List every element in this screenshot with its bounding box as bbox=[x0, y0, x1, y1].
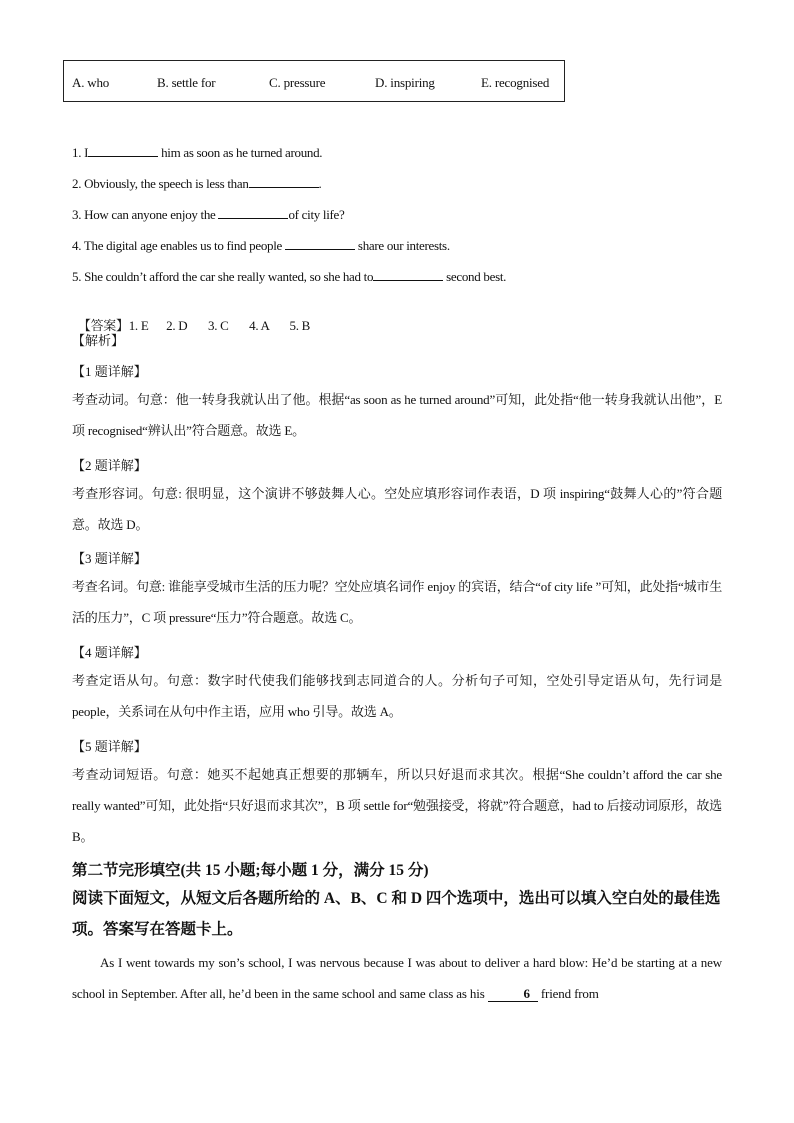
word-option-a: A. who bbox=[72, 75, 110, 90]
section-2-title: 第二节完形填空(共 15 小题;每小题 1 分，满分 15 分) bbox=[72, 862, 429, 879]
answer-blank bbox=[373, 268, 443, 281]
answer-tag: 【答案】 bbox=[77, 318, 129, 333]
word-option-b: B. settle for bbox=[157, 75, 216, 90]
cloze-blank-6: 6 bbox=[488, 987, 538, 1002]
answer-blank bbox=[218, 206, 288, 219]
question-1: 1. I him as soon as he turned around. bbox=[72, 145, 323, 160]
word-option-e: E. recognised bbox=[481, 75, 550, 90]
word-bank-box bbox=[63, 60, 565, 102]
detail-4-text: 考查定语从句。句意：数字时代使我们能够找到志同道合的人。分析句子可知，空处引导定语从句，先行词是 people，关系词在从句中作主语，应用 who 引导。故选 A。 bbox=[72, 673, 722, 719]
answer-line bbox=[72, 299, 310, 334]
word-option-c: C. pressure bbox=[269, 75, 326, 90]
question-4: 4. The digital age enables us to find people share our interests. bbox=[72, 238, 450, 253]
detail-1-title: 【1 题详解】 bbox=[72, 364, 147, 379]
detail-2-text: 考查形容词。句意: 很明显，这个演讲不够鼓舞人心。空处应填形容词作表语，D 项 inspiring“鼓舞人心的”符合题意。故选 D。 bbox=[72, 486, 722, 532]
detail-3-text: 考查名词。句意: 谁能享受城市生活的压力呢？空处应填名词作 enjoy 的宾语，结合“of city life ”可知，此处指“城市生活的压力”，C 项 pressure“压力”符合题意。故选 C。 bbox=[72, 579, 722, 625]
detail-2-title: 【2 题详解】 bbox=[72, 458, 147, 473]
detail-1-text: 考查动词。句意：他一转身我就认出了他。根据“as soon as he turned around”可知，此处指“他一转身我就认出他”，E 项 recognised“辨认出”符合题意。故选 E。 bbox=[72, 392, 722, 438]
detail-5-title: 【5 题详解】 bbox=[72, 739, 147, 754]
detail-4-title: 【4 题详解】 bbox=[72, 645, 147, 660]
question-5: 5. She couldn’t afford the car she really wanted, so she had to second best. bbox=[72, 269, 507, 284]
analysis-tag: 【解析】 bbox=[72, 333, 125, 348]
answer-blank bbox=[249, 175, 319, 188]
answer-blank bbox=[88, 144, 158, 157]
detail-5-text: 考查动词短语。句意：她买不起她真正想要的那辆车，所以只好退而求其次。根据“She couldn’t afford the car she really wanted”可知，此处指“只好退而求其次”，B 项 settle for“勉强接受，将就”符合题意，had to 后接动词原形，故选 B。 bbox=[72, 767, 722, 844]
question-2: 2. Obviously, the speech is less than . bbox=[72, 176, 322, 191]
detail-3-title: 【3 题详解】 bbox=[72, 551, 147, 566]
word-option-d: D. inspiring bbox=[375, 75, 435, 90]
answer-values: 1. E 2. D 3. C 4. A 5. B bbox=[128, 318, 310, 333]
section-2-instructions: 阅读下面短文，从短文后各题所给的 A、B、C 和 D 四个选项中，选出可以填入空白处的最佳选项。答案写在答题卡上。 bbox=[72, 890, 721, 938]
cloze-passage: As I went towards my son’s school, I was nervous because I was about to deliver a hard blow: He’d be starting at a new school in September. After all, he’d been in the same school and same class as his 6 friend from bbox=[72, 955, 722, 1001]
question-3: 3. How can anyone enjoy the of city life? bbox=[72, 207, 345, 222]
answer-blank bbox=[285, 237, 355, 250]
